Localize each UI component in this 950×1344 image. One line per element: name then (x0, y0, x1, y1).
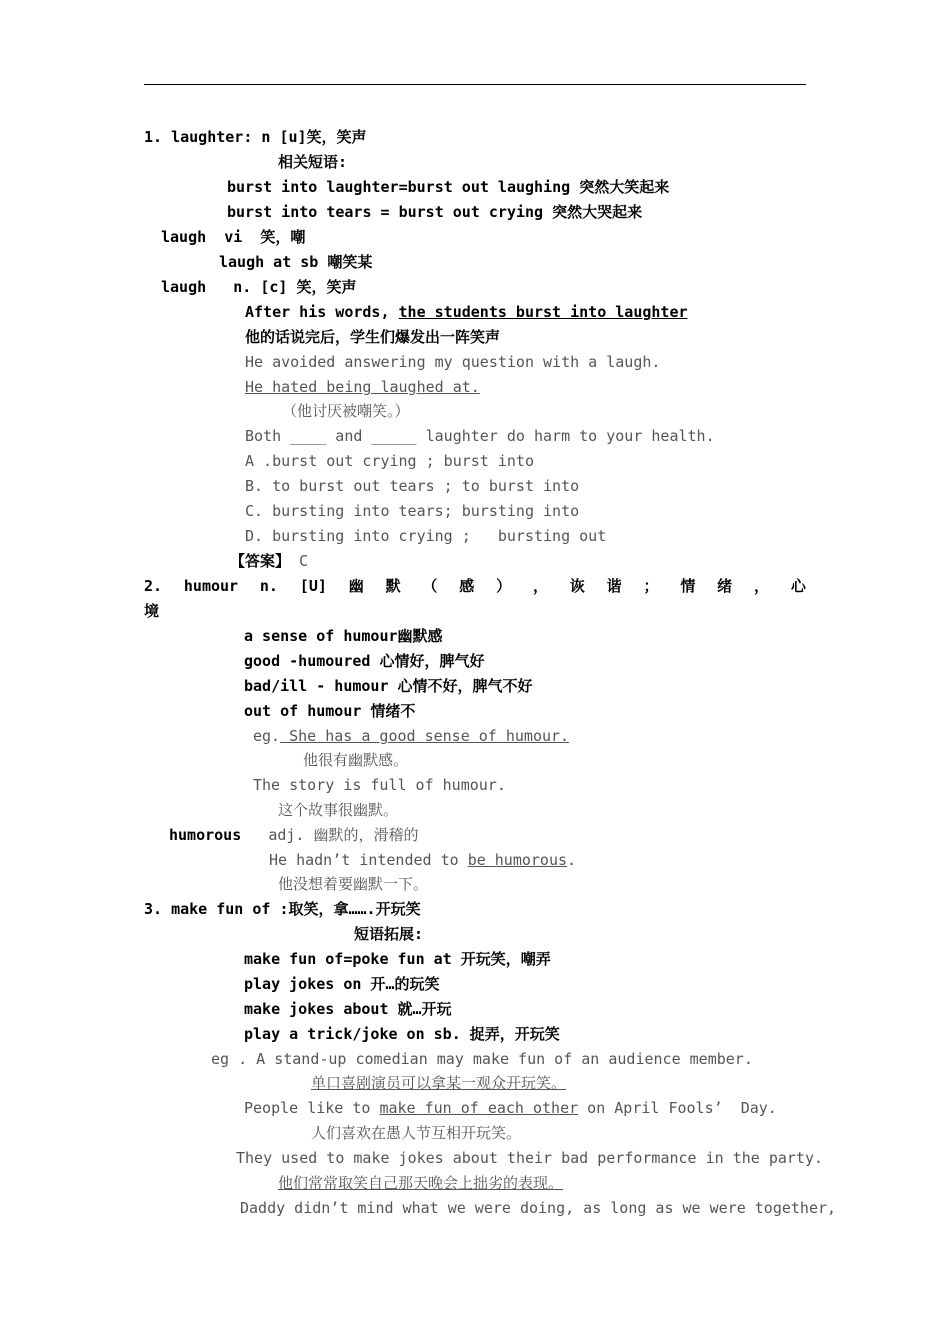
answer-line (230, 551, 308, 571)
exercise-option: B. to burst out tears ; to burst into (245, 477, 580, 495)
example-text: on April Fools’ Day. (578, 1099, 777, 1117)
example-line: He hated being laughed at. (245, 378, 480, 396)
translation-line: 人们喜欢在愚人节互相开玩笑。 (311, 1124, 522, 1142)
related-phrases-label: 相关短语: (278, 153, 348, 171)
example-line: Daddy didn’t mind what we were doing, as long as we were together, (240, 1199, 837, 1217)
example-line (253, 726, 569, 746)
entry-3-heading: 3. make fun of :取笑，拿…….开玩笑 (144, 900, 421, 918)
answer-label: 【答案】 (230, 552, 291, 570)
word-definition: adj. 幽默的，滑稽的 (241, 826, 419, 844)
header-rule (144, 84, 806, 85)
example-line: The story is full of humour. (253, 776, 506, 794)
entry-2-heading-continued: 境 (144, 602, 160, 620)
heading-token: n. (259, 577, 278, 595)
phrase-line: good -humoured 心情好，脾气好 (244, 652, 485, 670)
phrase-line: laugh at sb 嘲笑某 (219, 253, 373, 271)
heading-token: ； (643, 577, 659, 595)
example-line (245, 302, 688, 322)
translation-line: （他讨厌被嘲笑。） (282, 402, 410, 420)
example-line: They used to make jokes about their bad performance in the party. (236, 1149, 823, 1167)
phrase-line: play jokes on 开…的玩笑 (244, 975, 440, 993)
word-humorous: humorous (169, 826, 242, 844)
laugh-verb-line: laugh vi 笑，嘲 (161, 228, 306, 246)
example-underlined-text: She has a good sense of humour. (280, 727, 570, 745)
translation-line: 他很有幽默感。 (303, 751, 409, 769)
heading-token: 心 (790, 577, 806, 595)
example-text: . (567, 851, 577, 869)
heading-token: humour (183, 577, 239, 595)
answer-value: C (290, 552, 309, 570)
heading-token: 默 (385, 577, 401, 595)
example-underlined-text: the students burst into laughter (398, 303, 688, 321)
heading-token: 谐 (606, 577, 622, 595)
entry-1-heading: 1. laughter: n [u]笑，笑声 (144, 128, 367, 146)
phrase-line: bad/ill - humour 心情不好，脾气不好 (244, 677, 533, 695)
example-line (244, 1098, 777, 1118)
laugh-noun-line: laugh n. [c] 笑，笑声 (161, 278, 357, 296)
phrase-line: out of humour 情绪不 (244, 702, 416, 720)
heading-token: 情 (680, 577, 696, 595)
entry-2-heading (144, 576, 806, 596)
example-underlined-text: make fun of each other (379, 1099, 579, 1117)
heading-token: 诙 (569, 577, 585, 595)
heading-token: [U] (299, 577, 327, 595)
heading-token: （ (422, 577, 438, 595)
heading-token: 幽 (348, 577, 364, 595)
heading-token: 2. (144, 577, 163, 595)
phrase-line: burst into laughter=burst out laughing 突然大笑起来 (227, 178, 670, 196)
phrase-expansion-label: 短语拓展: (354, 925, 424, 943)
example-line: eg . A stand-up comedian may make fun of an audience member. (211, 1050, 753, 1068)
translation-line: 这个故事很幽默。 (278, 801, 399, 819)
example-underlined-text: be humorous (467, 851, 568, 869)
phrase-line: play a trick/joke on sb. 捉弄，开玩笑 (244, 1025, 560, 1043)
example-text: He hadn’t intended to (269, 851, 468, 869)
humorous-line (169, 825, 419, 845)
example-text: People like to (244, 1099, 380, 1117)
phrase-line: burst into tears = burst out crying 突然大哭起来 (227, 203, 643, 221)
phrase-line: make jokes about 就…开玩 (244, 1000, 452, 1018)
heading-token: ， (754, 577, 770, 595)
translation-line: 他的话说完后，学生们爆发出一阵笑声 (245, 328, 501, 346)
translation-line: 他们常常取笑自己那天晚会上拙劣的表现。 (278, 1174, 564, 1192)
translation-line: 他没想着要幽默一下。 (278, 875, 429, 893)
exercise-option: D. bursting into crying ; bursting out (245, 527, 607, 545)
exercise-option: A .burst out crying ; burst into (245, 452, 534, 470)
example-line: He avoided answering my question with a laugh. (245, 353, 661, 371)
heading-token: 绪 (717, 577, 733, 595)
phrase-line: make fun of=poke fun at 开玩笑，嘲弄 (244, 950, 551, 968)
heading-token: ） (496, 577, 512, 595)
phrase-line: a sense of humour幽默感 (244, 627, 443, 645)
example-text: After his words, (245, 303, 399, 321)
exercise-option: C. bursting into tears; bursting into (245, 502, 580, 520)
eg-label: eg. (253, 727, 281, 745)
translation-line: 单口喜剧演员可以拿某一观众开玩笑。 (311, 1074, 567, 1092)
example-line (269, 850, 576, 870)
heading-token: 感 (459, 577, 475, 595)
exercise-question: Both ____ and _____ laughter do harm to your health. (245, 427, 715, 445)
heading-token: ， (532, 577, 548, 595)
